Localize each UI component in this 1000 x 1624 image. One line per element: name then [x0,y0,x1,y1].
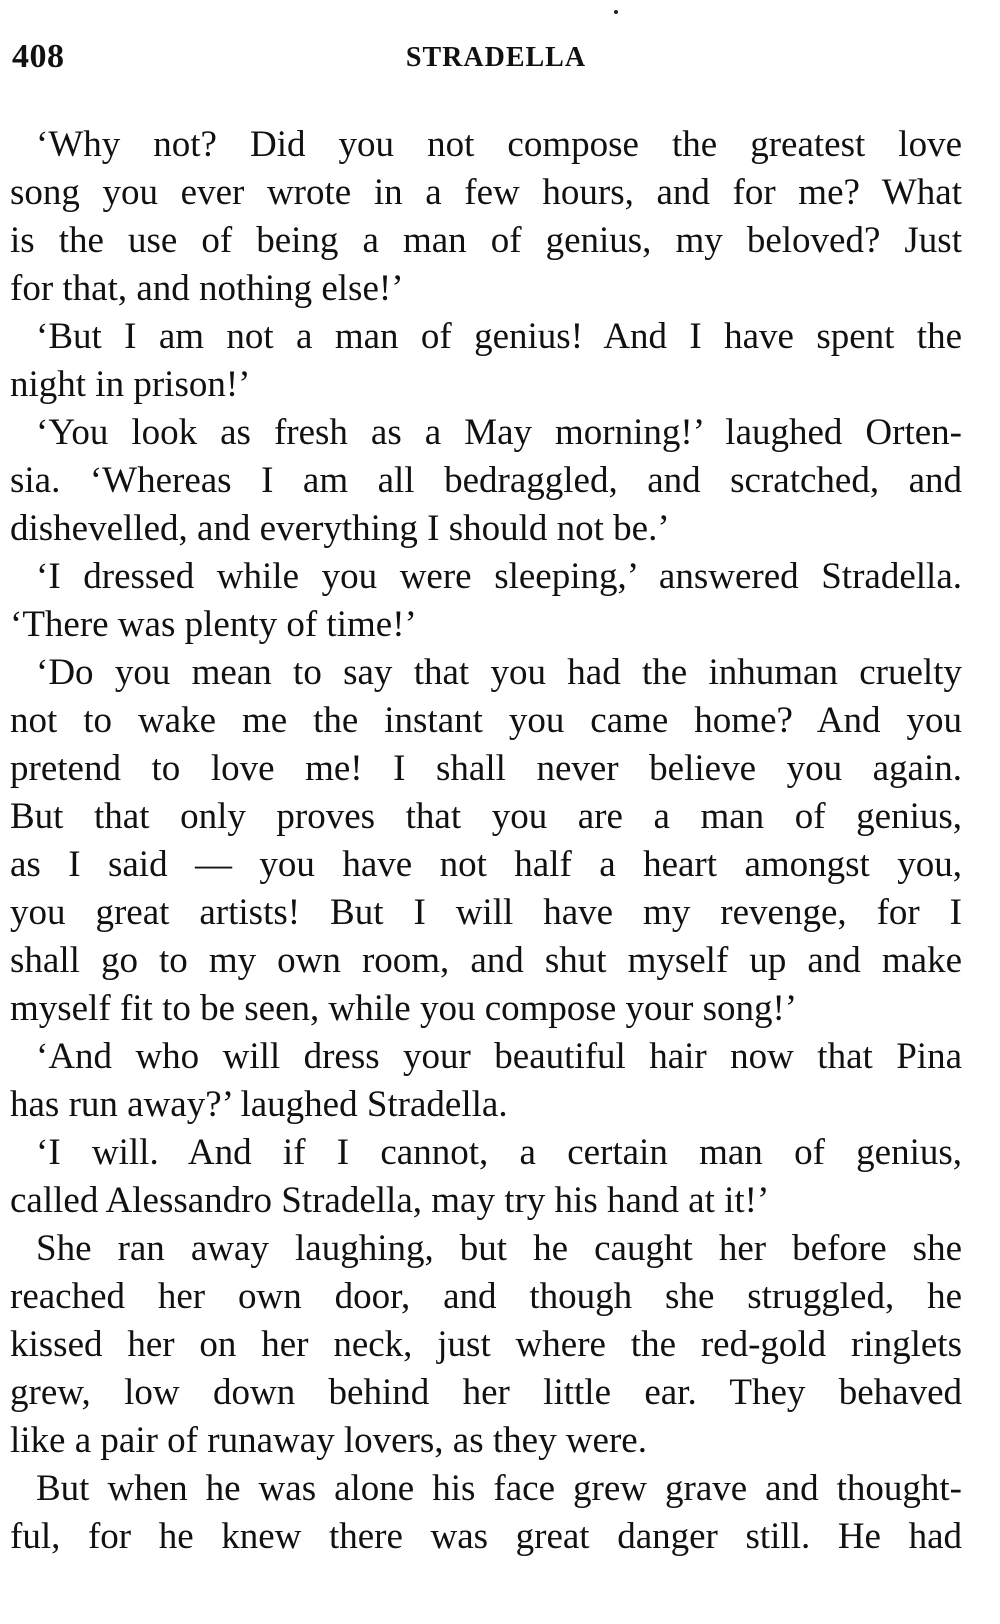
text-line: night in prison!’ [10,364,251,405]
print-speck [614,10,618,14]
text-line: grew, low down behind her little ear. They behaved [10,1372,962,1413]
text-line: as I said — you have not half a heart amongst you, [10,844,962,885]
text-line: like a pair of runaway lovers, as they were. [10,1420,647,1461]
text-line: ful, for he knew there was great danger still. He had [10,1516,962,1557]
text-line: not to wake me the instant you came home? And you [10,700,962,741]
body-text [10,121,962,1561]
text-line: ‘You look as fresh as a May morning!’ laughed Orten- [36,412,962,453]
text-line: ‘There was plenty of time!’ [10,604,417,645]
text-line: pretend to love me! I shall never believe you again. [10,748,962,789]
text-line: you great artists! But I will have my revenge, for I [10,892,962,933]
text-line: ‘Do you mean to say that you had the inhuman cruelty [36,652,962,693]
text-line: dishevelled, and everything I should not be.’ [10,508,670,549]
page-header [10,38,962,88]
text-line: ‘Why not? Did you not compose the greatest love [36,124,962,165]
text-line: myself fit to be seen, while you compose your song!’ [10,988,798,1029]
book-page [10,0,962,1624]
text-line: ‘And who will dress your beautiful hair now that Pina [36,1036,962,1077]
text-line: has run away?’ laughed Stradella. [10,1084,508,1125]
page-number: 408 [12,38,65,75]
text-line: shall go to my own room, and shut myself up and make [10,940,962,981]
text-line: ‘I will. And if I cannot, a certain man of genius, [36,1132,962,1173]
text-line: ‘But I am not a man of genius! And I have spent the [36,316,962,357]
text-line: called Alessandro Stradella, may try his hand at it!’ [10,1180,770,1221]
running-head: STRADELLA [405,42,587,73]
text-line: sia. ‘Whereas I am all bedraggled, and scratched, and [10,460,962,501]
text-line: song you ever wrote in a few hours, and for me? What [10,172,962,213]
text-line: But that only proves that you are a man of genius, [10,796,962,837]
text-line: She ran away laughing, but he caught her before she [36,1228,962,1269]
text-line: reached her own door, and though she struggled, he [10,1276,962,1317]
text-line: But when he was alone his face grew grave and thought- [36,1468,962,1509]
text-line: kissed her on her neck, just where the red-gold ringlets [10,1324,962,1365]
text-line: ‘I dressed while you were sleeping,’ answered Stradella. [36,556,962,597]
text-line: is the use of being a man of genius, my beloved? Just [10,220,962,261]
text-line: for that, and nothing else!’ [10,268,404,309]
